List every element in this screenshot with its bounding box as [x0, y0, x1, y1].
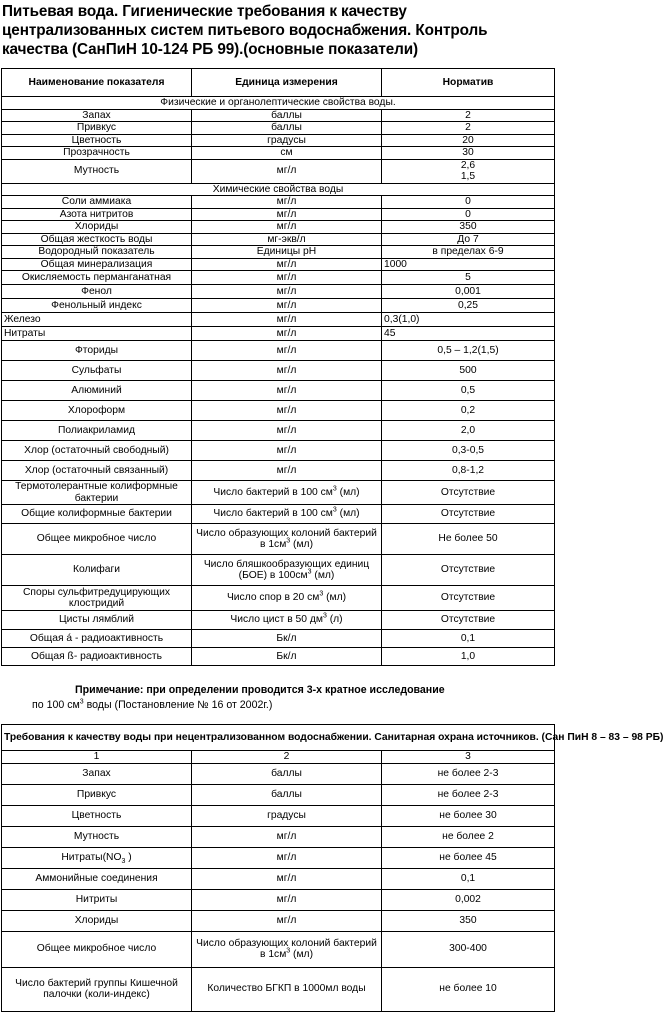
- indicator-name: [2, 847, 192, 868]
- indicator-name: Привкус: [2, 784, 192, 805]
- name-tail: ): [125, 851, 132, 863]
- norm-cell: 0,5: [382, 381, 555, 401]
- table-row: [2, 847, 555, 868]
- table-row: [2, 931, 555, 967]
- indicator-name: Прозрачность: [2, 147, 192, 160]
- unit-cell: мг/л: [192, 313, 382, 327]
- unit-cell: мг/л: [192, 285, 382, 299]
- unit-text-tail: (мл): [336, 486, 360, 498]
- main-standards-table: [1, 68, 554, 666]
- norm-cell: 0,001: [382, 285, 555, 299]
- norm-cell: 0,8-1,2: [382, 461, 555, 481]
- table-row: [2, 805, 555, 826]
- indicator-name: Железо: [2, 313, 192, 327]
- unit-text-tail: (мл): [323, 592, 347, 604]
- header-indicator: Наименование показателя: [2, 69, 192, 97]
- indicator-name: Полиакриламид: [2, 421, 192, 441]
- norm-cell: 5: [382, 271, 555, 285]
- section-physical-title: Физические и органолептические свойства воды.: [2, 97, 555, 110]
- table-row: [2, 233, 555, 246]
- unit-cell: [192, 555, 382, 586]
- indicator-name: Число бактерий группы Кишечной палочки (коли-индекс): [2, 967, 192, 1011]
- unit-cell: мг/л: [192, 868, 382, 889]
- indicator-name: Общее микробное число: [2, 931, 192, 967]
- norm-cell: не более 45: [382, 847, 555, 868]
- noncentral-standards-table: [1, 724, 663, 1012]
- name-text: Нитраты(NO: [61, 851, 122, 863]
- norm-value: 2: [465, 122, 471, 133]
- indicator-name: Нитриты: [2, 889, 192, 910]
- norm-cell: 350: [382, 910, 555, 931]
- table-row: [2, 196, 555, 209]
- column-number-row: [2, 751, 555, 764]
- norm-cell: Отсутствие: [382, 555, 555, 586]
- norm-cell: 300-400: [382, 931, 555, 967]
- table-row: [2, 505, 555, 524]
- physical-rows: [2, 109, 555, 183]
- unit-cell: мг/л: [192, 196, 382, 209]
- table-row: [2, 285, 555, 299]
- indicator-name: Фенольный индекс: [2, 299, 192, 313]
- indicator-name: Хлор (остаточный свободный): [2, 441, 192, 461]
- indicator-name: Общая ß- радиоактивность: [2, 648, 192, 666]
- indicator-name: Цветность: [2, 805, 192, 826]
- unit-cell: мг/л: [192, 208, 382, 221]
- unit-cell: баллы: [192, 109, 382, 122]
- section-row: [2, 97, 555, 110]
- indicator-name: Аммонийные соединения: [2, 868, 192, 889]
- table-row: [2, 648, 555, 666]
- unit-cell: баллы: [192, 763, 382, 784]
- unit-cell: [192, 931, 382, 967]
- norm-value: 20: [462, 134, 474, 146]
- indicator-name: Привкус: [2, 122, 192, 135]
- unit-cell: см: [192, 147, 382, 160]
- biological-rows: [2, 481, 555, 630]
- indicator-name: Колифаги: [2, 555, 192, 586]
- unit-cell: мг/л: [192, 889, 382, 910]
- unit-cell: мг/л: [192, 461, 382, 481]
- unit-cell: мг/л: [192, 327, 382, 341]
- table-row: [2, 134, 555, 147]
- norm-cell: 0,1: [382, 868, 555, 889]
- unit-cell: Единицы pH: [192, 246, 382, 259]
- table-row: [2, 147, 555, 160]
- unit-sup: 3: [286, 537, 291, 545]
- unit-cell: мг/л: [192, 421, 382, 441]
- unit-cell: мг/л: [192, 271, 382, 285]
- table-row: [2, 611, 555, 630]
- unit-cell: мг/л: [192, 401, 382, 421]
- indicator-name: Цисты лямблий: [2, 611, 192, 630]
- norm-value: 30: [462, 147, 474, 158]
- table-row: [2, 159, 555, 183]
- note-text-b: воды (Постановление № 16 от 2002г.): [83, 699, 273, 711]
- header-norm: Норматив: [382, 69, 555, 97]
- norm-cell: в пределах 6-9: [382, 246, 555, 259]
- norm-cell: [382, 122, 555, 135]
- norm-cell: 0: [382, 196, 555, 209]
- unit-cell: Бк/л: [192, 630, 382, 648]
- norm-cell: Отсутствие: [382, 611, 555, 630]
- norm-cell: 350: [382, 221, 555, 234]
- table-row: [2, 299, 555, 313]
- table-row: [2, 441, 555, 461]
- indicator-name: Соли аммиака: [2, 196, 192, 209]
- note-text-a: по 100 см: [32, 699, 80, 711]
- page-title: Питьевая вода. Гигиенические требования к качеству централизованных систем питьевого водоснабжения. Контроль качества (СанПиН 10-124 РБ 99).(основные показатели): [2, 3, 488, 58]
- name-sub: 3: [121, 857, 126, 865]
- table-header-row: [2, 69, 555, 97]
- unit-sup: 3: [332, 506, 337, 514]
- unit-cell: мг/л: [192, 221, 382, 234]
- unit-sup: 3: [319, 590, 324, 598]
- unit-sup: 3: [307, 568, 312, 576]
- unit-text: Число цист в 50 дм: [230, 614, 323, 626]
- indicator-name: Нитраты: [2, 327, 192, 341]
- table-row: [2, 784, 555, 805]
- norm-cell: 0,3-0,5: [382, 441, 555, 461]
- table-row: [2, 401, 555, 421]
- radioactivity-rows: [2, 630, 555, 666]
- unit-cell: мг/л: [192, 258, 382, 271]
- norm-cell: 0,25: [382, 299, 555, 313]
- unit-text-tail: (мл): [336, 508, 360, 520]
- table-row: [2, 122, 555, 135]
- indicator-name: Хлориды: [2, 910, 192, 931]
- norm-cell: До 7: [382, 233, 555, 246]
- unit-cell: [192, 481, 382, 505]
- indicator-name: Общее микробное число: [2, 524, 192, 555]
- unit-cell: [192, 524, 382, 555]
- unit-cell: мг/л: [192, 381, 382, 401]
- indicator-name: Азота нитритов: [2, 208, 192, 221]
- unit-cell: мг/л: [192, 826, 382, 847]
- table-row: [2, 221, 555, 234]
- unit-cell: баллы: [192, 122, 382, 135]
- table-row: [2, 246, 555, 259]
- unit-cell: мг/л: [192, 159, 382, 183]
- table2-title: Требования к качеству воды при нецентрализованном водоснабжении. Санитарная охрана источников. (Сан ПиН 8 – 83 – 98 РБ): [2, 725, 555, 751]
- table-row: [2, 381, 555, 401]
- table-row: [2, 586, 555, 611]
- indicator-name: Мутность: [2, 826, 192, 847]
- note-sup: 3: [79, 698, 84, 706]
- unit-cell: мг/л: [192, 299, 382, 313]
- unit-cell: Бк/л: [192, 648, 382, 666]
- norm-cell: не более 2-3: [382, 784, 555, 805]
- unit-cell: мг/л: [192, 341, 382, 361]
- indicator-name: Споры сульфитредуцирующих клостридий: [2, 586, 192, 611]
- norm-cell: 0,002: [382, 889, 555, 910]
- unit-cell: [192, 586, 382, 611]
- note-line-1: Примечание: при определении проводится 3-х кратное исследование: [75, 684, 445, 696]
- norm-cell: 500: [382, 361, 555, 381]
- indicator-name: Общая минерализация: [2, 258, 192, 271]
- unit-cell: мг/л: [192, 361, 382, 381]
- unit-sup: 3: [322, 612, 327, 620]
- unit-text-tail: (мл): [311, 570, 335, 581]
- norm-cell: [382, 159, 555, 183]
- norm-cell: [382, 147, 555, 160]
- indicator-name: Фториды: [2, 341, 192, 361]
- unit-text: Число бактерий в 100 см: [213, 486, 333, 498]
- col-number-3: 3: [382, 751, 555, 764]
- unit-text: Число бляшкообразующих единиц (БОЕ) в 100см: [203, 558, 370, 581]
- unit-cell: мг/л: [192, 910, 382, 931]
- indicator-name: Хлор (остаточный связанный): [2, 461, 192, 481]
- unit-sup: 3: [332, 485, 337, 493]
- indicator-name: Окисляемость перманганатная: [2, 271, 192, 285]
- table-row: [2, 208, 555, 221]
- indicator-name: Хлориды: [2, 221, 192, 234]
- unit-text-tail: (мл): [290, 539, 313, 550]
- section-row: [2, 183, 555, 196]
- norm-cell: 1,0: [382, 648, 555, 666]
- norm-cell: не более 30: [382, 805, 555, 826]
- col-number-2: 2: [192, 751, 382, 764]
- indicator-name: Термотолерантные колиформные бактерии: [2, 481, 192, 505]
- table2-title-row: [2, 725, 555, 751]
- norm-value: 2,6: [460, 159, 476, 171]
- norm-cell: не более 2: [382, 826, 555, 847]
- unit-cell: [192, 505, 382, 524]
- unit-cell: баллы: [192, 784, 382, 805]
- indicator-name: Алюминий: [2, 381, 192, 401]
- unit-cell: Количество БГКП в 1000мл воды: [192, 967, 382, 1011]
- table-row: [2, 481, 555, 505]
- unit-cell: градусы: [192, 134, 382, 147]
- norm-cell: 1000: [382, 258, 555, 271]
- table-row: [2, 327, 555, 341]
- table-row: [2, 555, 555, 586]
- norm-cell: [382, 109, 555, 122]
- norm-cell: не более 2-3: [382, 763, 555, 784]
- indicator-name: Цветность: [2, 134, 192, 147]
- table-row: [2, 341, 555, 361]
- unit-cell: [192, 611, 382, 630]
- indicator-name: Общая жесткость воды: [2, 233, 192, 246]
- table-row: [2, 967, 555, 1011]
- indicator-name: Запах: [2, 763, 192, 784]
- table2-rows: [2, 763, 555, 1011]
- table-row: [2, 910, 555, 931]
- indicator-name: Мутность: [2, 159, 192, 183]
- indicator-name: Водородный показатель: [2, 246, 192, 259]
- indicator-name: Общие колиформные бактерии: [2, 505, 192, 524]
- note-line-2: [32, 699, 272, 711]
- indicator-name: Сульфаты: [2, 361, 192, 381]
- unit-text: Число образующих колоний бактерий в 1см: [196, 527, 377, 550]
- table-row: [2, 889, 555, 910]
- table-row: [2, 313, 555, 327]
- norm-cell: 2,0: [382, 421, 555, 441]
- unit-cell: градусы: [192, 805, 382, 826]
- norm-cell: 0,1: [382, 630, 555, 648]
- table-row: [2, 258, 555, 271]
- unit-cell: мг/л: [192, 441, 382, 461]
- norm-cell: 0,2: [382, 401, 555, 421]
- unit-sup: 3: [286, 947, 291, 955]
- norm-cell: 0,3(1,0): [382, 313, 555, 327]
- unit-cell: мг/л: [192, 847, 382, 868]
- norm-cell: не более 10: [382, 967, 555, 1011]
- unit-text-tail: (л): [326, 614, 343, 626]
- norm-cell: 45: [382, 327, 555, 341]
- section-chemical-title: Химические свойства воды: [2, 183, 555, 196]
- norm-cell: Отсутствие: [382, 586, 555, 611]
- norm-cell: Не более 50: [382, 524, 555, 555]
- norm-cell: [382, 134, 555, 147]
- norm-value: 2: [465, 109, 471, 121]
- norm-cell: 0: [382, 208, 555, 221]
- norm-cell: Отсутствие: [382, 481, 555, 505]
- table-row: [2, 763, 555, 784]
- unit-cell: мг-экв/л: [192, 233, 382, 246]
- table-row: [2, 361, 555, 381]
- indicator-name: Фенол: [2, 285, 192, 299]
- table-row: [2, 868, 555, 889]
- table-row: [2, 109, 555, 122]
- table-row: [2, 630, 555, 648]
- indicator-name: Хлороформ: [2, 401, 192, 421]
- indicator-name: Запах: [2, 109, 192, 122]
- unit-text: Число бактерий в 100 см: [213, 508, 333, 520]
- table-row: [2, 271, 555, 285]
- norm-cell: 0,5 – 1,2(1,5): [382, 341, 555, 361]
- table-row: [2, 421, 555, 441]
- chemical-rows: [2, 196, 555, 481]
- table-row: [2, 461, 555, 481]
- norm-cell: Отсутствие: [382, 505, 555, 524]
- col-number-1: 1: [2, 751, 192, 764]
- norm-value-alt: 1,5: [460, 171, 476, 182]
- unit-text: Число образующих колоний бактерий в 1см: [196, 937, 377, 960]
- unit-text-tail: (мл): [290, 949, 313, 960]
- table-row: [2, 524, 555, 555]
- header-unit: Единица измерения: [192, 69, 382, 97]
- unit-text: Число спор в 20 см: [226, 592, 320, 604]
- table-row: [2, 826, 555, 847]
- indicator-name: Общая á - радиоактивность: [2, 630, 192, 648]
